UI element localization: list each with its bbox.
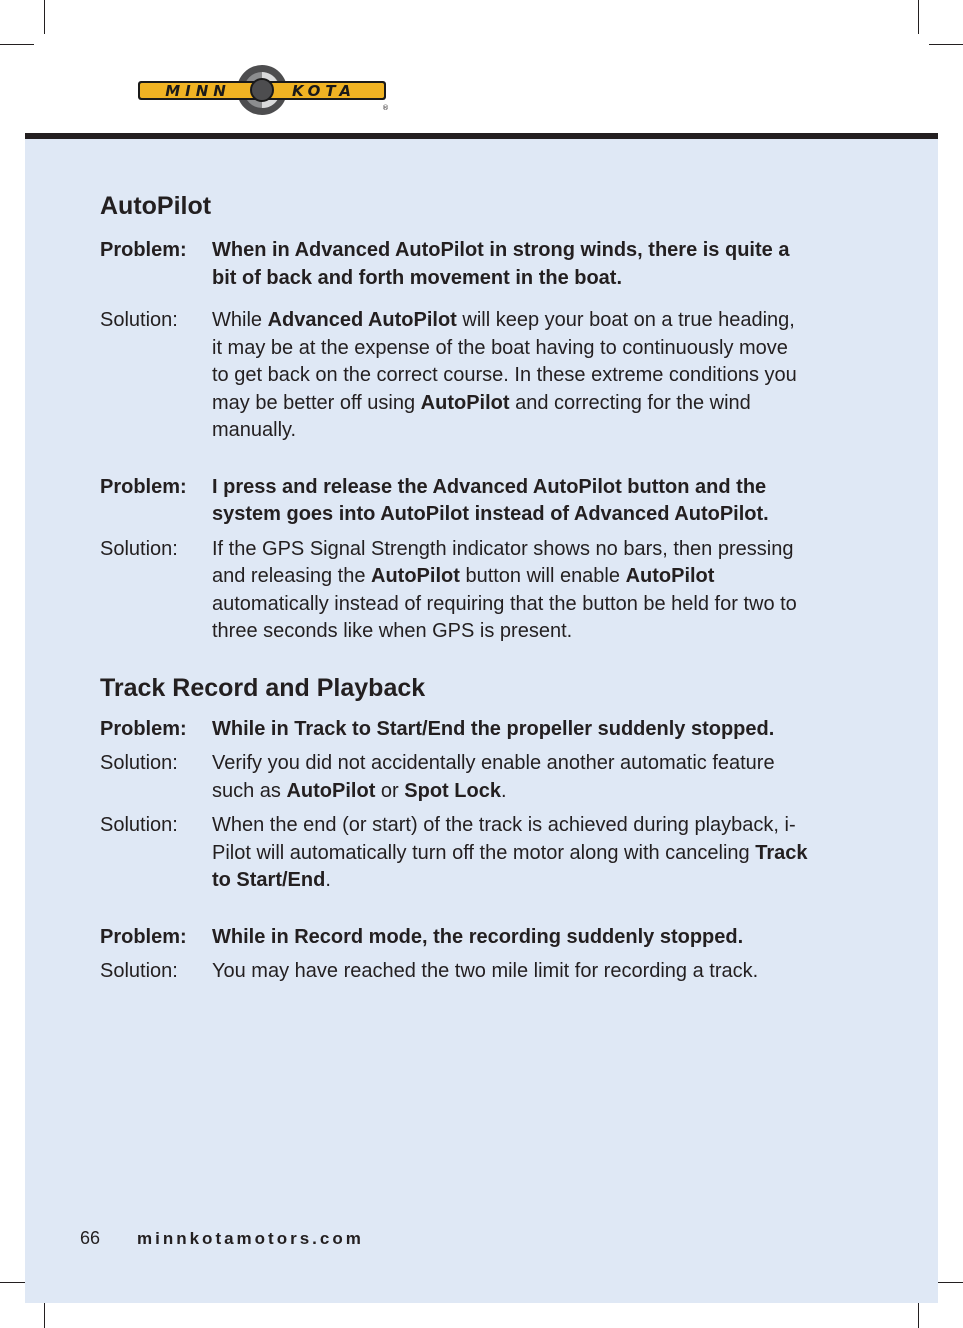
crop-mark	[918, 0, 919, 34]
solution-row	[100, 536, 810, 646]
problem-row	[100, 716, 810, 744]
page-footer	[80, 1228, 364, 1249]
solution-text: When the end (or start) of the track is achieved during playback, i-Pilot will automatically turn off the motor along with canceling Track to Start/End.	[212, 814, 808, 891]
problem-row	[100, 924, 810, 952]
crop-mark	[929, 44, 963, 45]
problem-row	[100, 237, 810, 292]
solution-text: Verify you did not accidentally enable another automatic feature such as AutoPilot or Spot Lock.	[212, 752, 775, 802]
problem-text: While in Track to Start/End the propeller suddenly stopped.	[212, 717, 775, 740]
solution-label: Solution:	[100, 960, 178, 982]
solution-label: Solution:	[100, 814, 178, 836]
section-title-autopilot: AutoPilot	[100, 192, 212, 220]
svg-text:KOTA: KOTA	[291, 82, 357, 100]
solution-text: You may have reached the two mile limit for recording a track.	[212, 960, 759, 982]
problem-label: Problem:	[100, 475, 187, 498]
solution-text: If the GPS Signal Strength indicator shows no bars, then pressing and releasing the AutoPilot button will enable AutoPilot automatically instead of requiring that the button be held for two to three seconds like when GPS is present.	[212, 537, 797, 642]
problem-label: Problem:	[100, 925, 187, 948]
solution-row	[100, 812, 810, 895]
problem-label: Problem:	[100, 717, 187, 740]
crop-mark	[44, 0, 45, 34]
solution-row	[100, 750, 810, 805]
problem-text: While in Record mode, the recording suddenly stopped.	[212, 925, 744, 948]
minn-kota-logo	[136, 64, 388, 116]
solution-row	[100, 307, 810, 445]
solution-row	[100, 958, 810, 986]
problem-row	[100, 474, 810, 529]
solution-label: Solution:	[100, 309, 178, 331]
troubleshooting-content	[100, 190, 810, 986]
page-number: 66	[80, 1228, 101, 1248]
problem-text: I press and release the Advanced AutoPilot button and the system goes into AutoPilot instead of Advanced AutoPilot.	[212, 475, 769, 525]
solution-label: Solution:	[100, 752, 178, 774]
solution-text: While Advanced AutoPilot will keep your boat on a true heading, it may be at the expense of the boat having to continuously move to get back on the correct course. In these extreme conditions you may be better off using AutoPilot and correcting for the wind manually.	[212, 309, 797, 441]
problem-label: Problem:	[100, 239, 187, 261]
crop-mark	[0, 44, 34, 45]
solution-label: Solution:	[100, 537, 178, 560]
svg-text:®: ®	[382, 104, 389, 112]
problem-text: When in Advanced AutoPilot in strong winds, there is quite a bit of back and forth movement in the boat.	[212, 239, 790, 289]
svg-text:MINN: MINN	[165, 82, 231, 100]
website-link[interactable]: minnkotamotors.com	[137, 1228, 364, 1248]
section-title-track-record: Track Record and Playback	[100, 673, 426, 702]
